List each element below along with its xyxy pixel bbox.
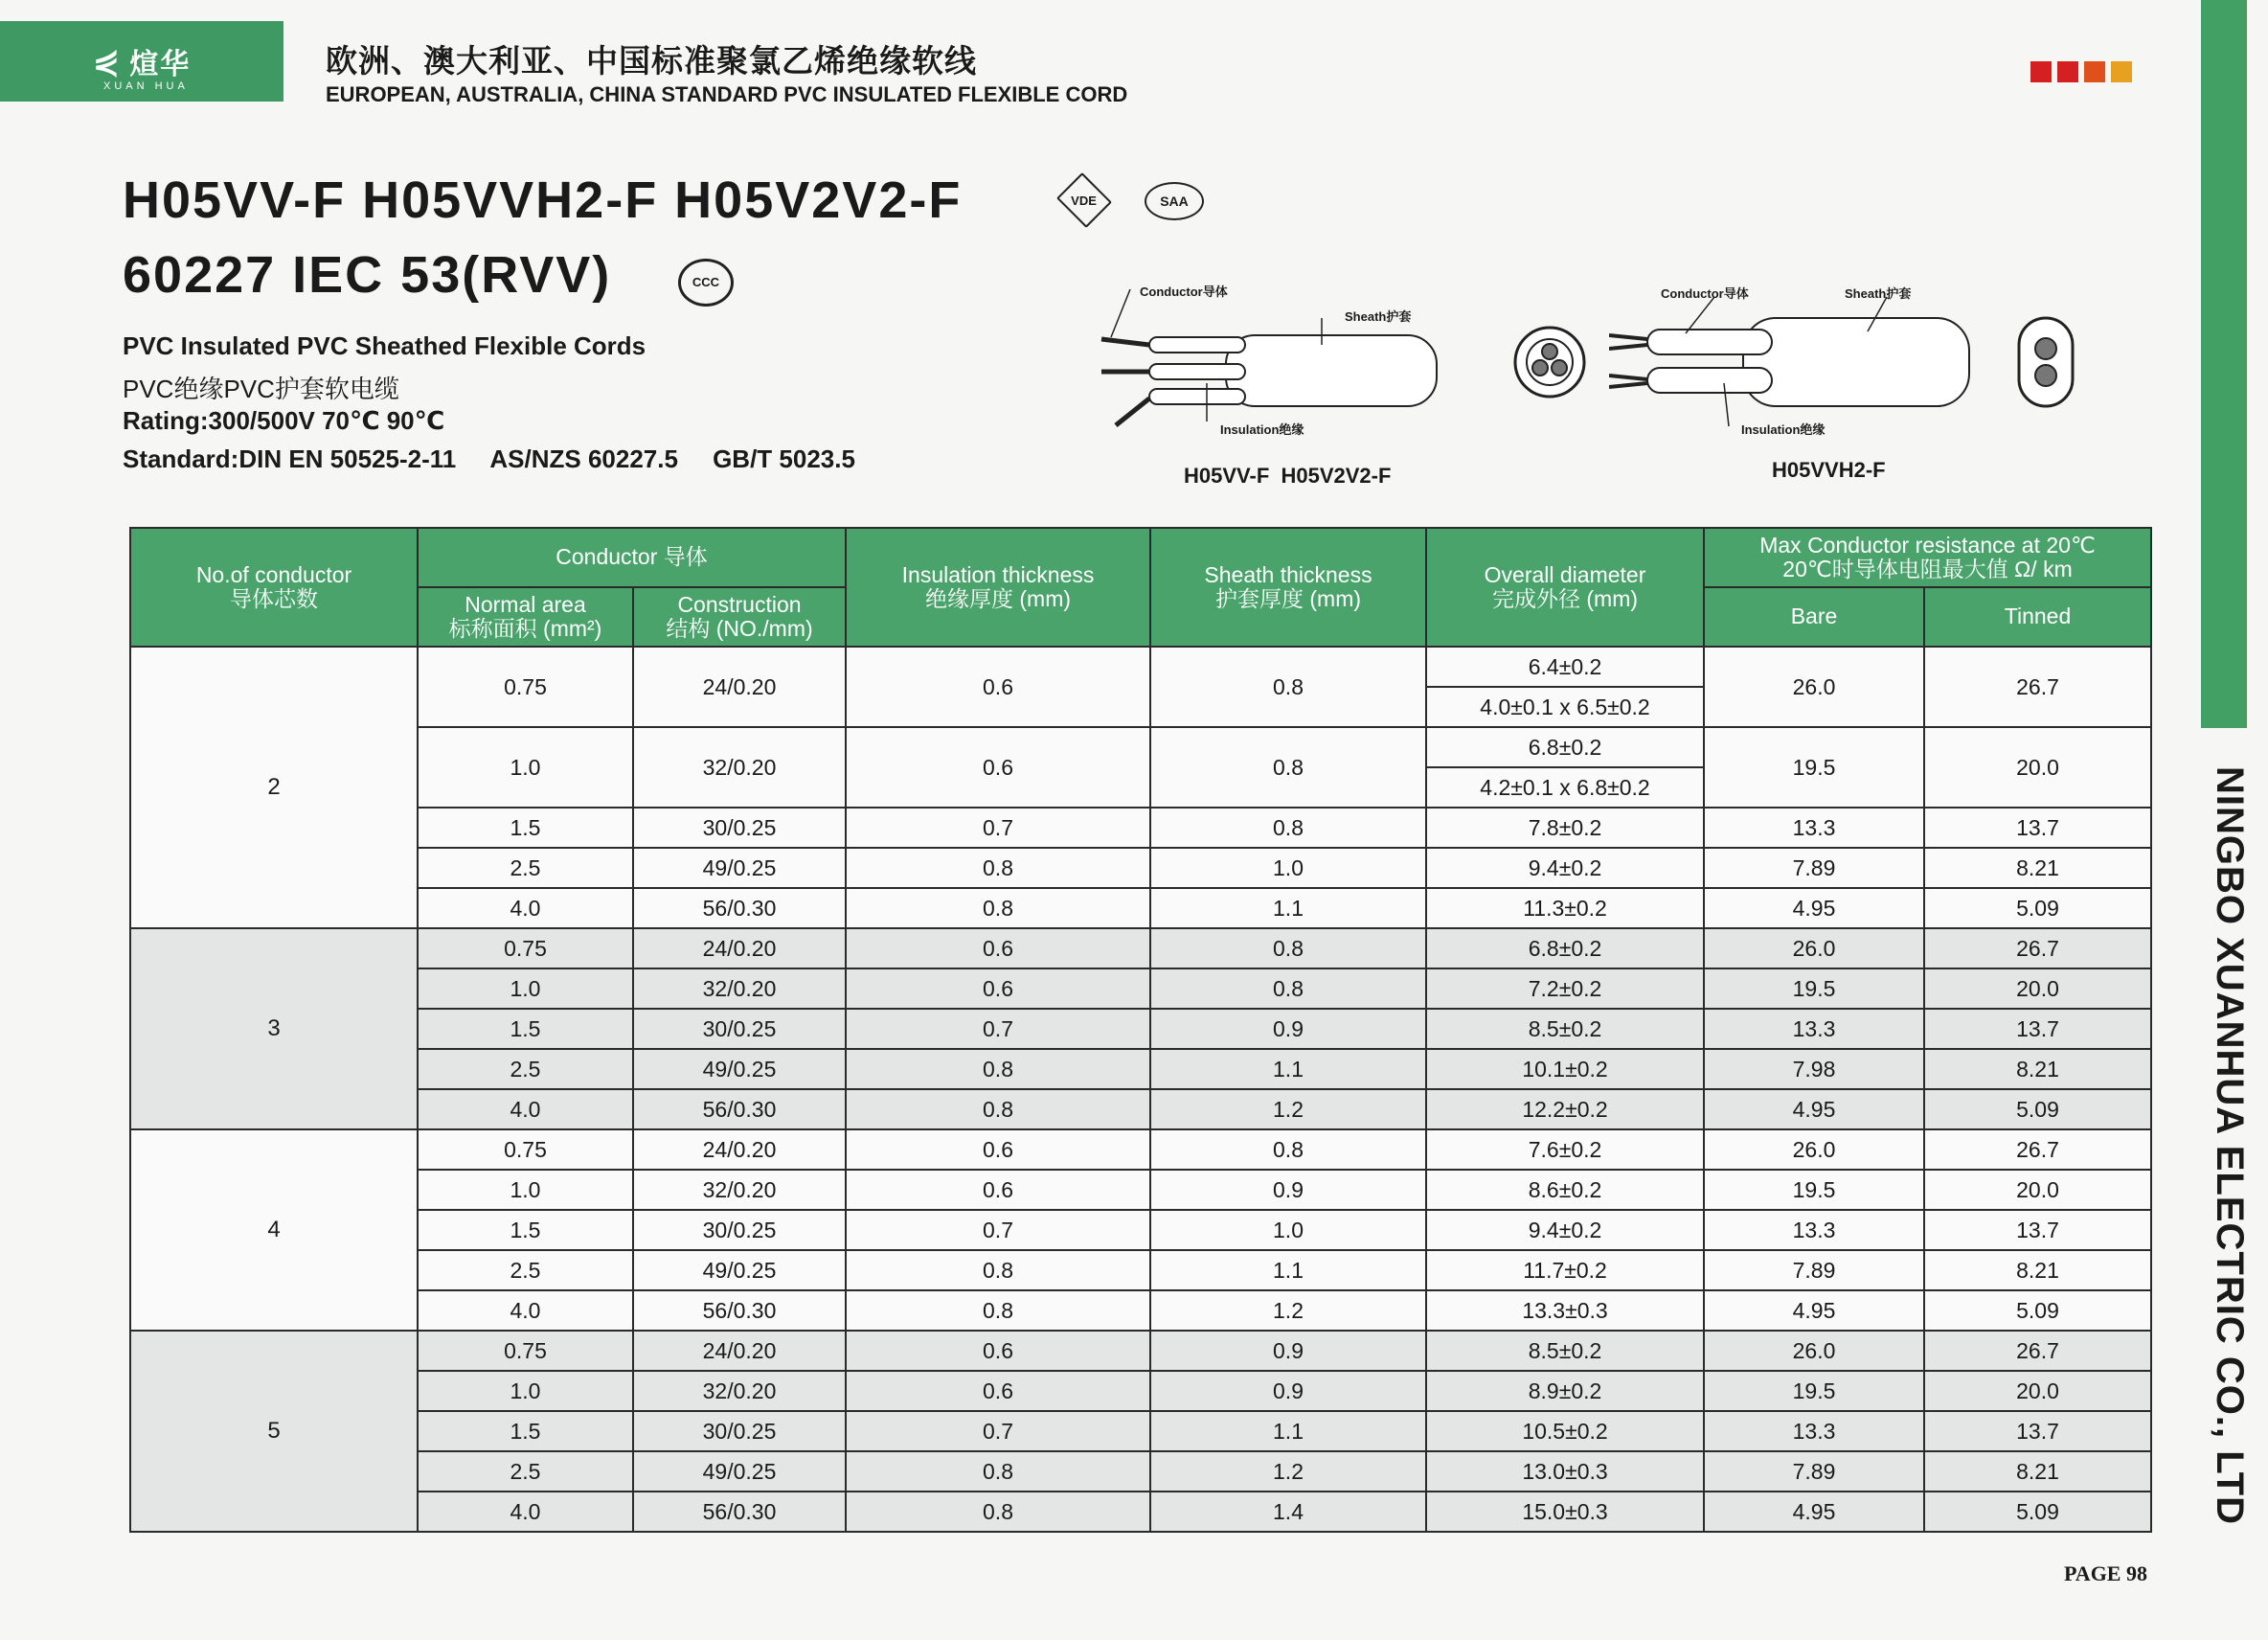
cell-sheath: 0.8 bbox=[1150, 968, 1426, 1009]
cell-diameter: 10.5±0.2 bbox=[1426, 1411, 1704, 1451]
header-title-cn: 欧洲、澳大利亚、中国标准聚氯乙烯绝缘软线 bbox=[326, 43, 977, 79]
cell-sheath: 1.1 bbox=[1150, 1049, 1426, 1089]
product-title-line2: 60227 IEC 53(RVV) bbox=[123, 246, 612, 304]
saa-cert-icon: SAA bbox=[1145, 182, 1204, 220]
cell-area: 4.0 bbox=[418, 1290, 633, 1331]
cell-bare: 13.3 bbox=[1704, 1411, 1924, 1451]
cell-diameter: 15.0±0.3 bbox=[1426, 1492, 1704, 1532]
cell-construction: 24/0.20 bbox=[633, 928, 846, 968]
cell-area: 1.5 bbox=[418, 1210, 633, 1250]
cell-tinned: 8.21 bbox=[1924, 1250, 2151, 1290]
cell-tinned: 13.7 bbox=[1924, 1210, 2151, 1250]
cell-diameter: 6.8±0.2 bbox=[1426, 727, 1704, 767]
cell-diameter: 8.9±0.2 bbox=[1426, 1371, 1704, 1411]
cell-area: 0.75 bbox=[418, 647, 633, 727]
table-row bbox=[130, 1451, 2151, 1492]
header-bare: Bare bbox=[1704, 587, 1924, 647]
cell-tinned: 8.21 bbox=[1924, 848, 2151, 888]
cell-bare: 13.3 bbox=[1704, 808, 1924, 848]
logo-cn: 煊华 bbox=[129, 49, 192, 80]
cell-tinned: 5.09 bbox=[1924, 888, 2151, 928]
cell-sheath: 1.1 bbox=[1150, 1250, 1426, 1290]
cell-bare: 7.89 bbox=[1704, 848, 1924, 888]
cell-sheath: 1.2 bbox=[1150, 1089, 1426, 1129]
cell-diameter: 6.4±0.2 bbox=[1426, 647, 1704, 687]
color-squares bbox=[2030, 61, 2132, 82]
cell-sheath: 0.9 bbox=[1150, 1009, 1426, 1049]
cell-construction: 32/0.20 bbox=[633, 1371, 846, 1411]
cell-bare: 4.95 bbox=[1704, 1492, 1924, 1532]
table-row bbox=[130, 1492, 2151, 1532]
cell-bare: 26.0 bbox=[1704, 647, 1924, 727]
flat-cross-section-icon bbox=[2015, 314, 2076, 410]
cell-insulation: 0.6 bbox=[846, 1331, 1150, 1371]
cell-diameter: 9.4±0.2 bbox=[1426, 848, 1704, 888]
header-conductor-count: No.of conductor 导体芯数 bbox=[130, 528, 418, 647]
table-row bbox=[130, 1250, 2151, 1290]
cell-insulation: 0.6 bbox=[846, 727, 1150, 808]
header-sheath: Sheath thickness 护套厚度 (mm) bbox=[1150, 528, 1426, 647]
cell-diameter-flat: 4.2±0.1 x 6.8±0.2 bbox=[1426, 767, 1704, 808]
cell-diameter: 11.7±0.2 bbox=[1426, 1250, 1704, 1290]
standard: Standard:DIN EN 50525-2-11 AS/NZS 60227.5 GB/T 5023.5 bbox=[123, 444, 855, 473]
cell-area: 2.5 bbox=[418, 1451, 633, 1492]
cell-area: 4.0 bbox=[418, 1492, 633, 1532]
table-row bbox=[130, 1210, 2151, 1250]
cell-area: 2.5 bbox=[418, 848, 633, 888]
cell-construction: 56/0.30 bbox=[633, 1089, 846, 1129]
cell-area: 1.5 bbox=[418, 1009, 633, 1049]
cell-cores: 3 bbox=[130, 928, 418, 1129]
cell-area: 4.0 bbox=[418, 1089, 633, 1129]
cell-construction: 56/0.30 bbox=[633, 1290, 846, 1331]
cell-tinned: 5.09 bbox=[1924, 1290, 2151, 1331]
cell-tinned: 20.0 bbox=[1924, 1371, 2151, 1411]
cell-sheath: 0.9 bbox=[1150, 1331, 1426, 1371]
table-row bbox=[130, 848, 2151, 888]
side-company-name: NINGBO XUANHUA ELECTRIC CO., LTD bbox=[2209, 766, 2251, 1525]
cell-insulation: 0.6 bbox=[846, 928, 1150, 968]
cell-construction: 32/0.20 bbox=[633, 968, 846, 1009]
cell-tinned: 26.7 bbox=[1924, 928, 2151, 968]
cell-diameter: 7.6±0.2 bbox=[1426, 1129, 1704, 1170]
description-en: PVC Insulated PVC Sheathed Flexible Cords bbox=[123, 331, 646, 360]
cell-bare: 19.5 bbox=[1704, 727, 1924, 808]
product-title-line1: H05VV-F H05VVH2-F H05V2V2-F bbox=[123, 171, 963, 229]
page-number: PAGE 98 bbox=[2064, 1561, 2147, 1585]
table-row bbox=[130, 647, 2151, 687]
cell-insulation: 0.8 bbox=[846, 1492, 1150, 1532]
right-green-bar bbox=[2201, 0, 2247, 728]
cell-construction: 49/0.25 bbox=[633, 848, 846, 888]
cell-tinned: 13.7 bbox=[1924, 1411, 2151, 1451]
cell-area: 0.75 bbox=[418, 1129, 633, 1170]
cell-insulation: 0.6 bbox=[846, 1129, 1150, 1170]
table-row bbox=[130, 727, 2151, 767]
cell-construction: 24/0.20 bbox=[633, 1129, 846, 1170]
color-square bbox=[2111, 61, 2132, 82]
cell-cores: 2 bbox=[130, 647, 418, 928]
header-diameter: Overall diameter 完成外径 (mm) bbox=[1426, 528, 1704, 647]
cell-construction: 24/0.20 bbox=[633, 647, 846, 727]
spec-table bbox=[129, 527, 2152, 1533]
table-row bbox=[130, 888, 2151, 928]
cell-diameter: 8.5±0.2 bbox=[1426, 1009, 1704, 1049]
left-caption: H05VV-F H05V2V2-F bbox=[1184, 464, 1392, 488]
cell-insulation: 0.7 bbox=[846, 1210, 1150, 1250]
cell-cores: 5 bbox=[130, 1331, 418, 1532]
cell-area: 0.75 bbox=[418, 928, 633, 968]
cell-diameter: 9.4±0.2 bbox=[1426, 1210, 1704, 1250]
ccc-cert-icon: CCC bbox=[678, 259, 734, 307]
logo-en: XUAN HUA bbox=[103, 80, 189, 92]
cell-construction: 49/0.25 bbox=[633, 1250, 846, 1290]
cell-bare: 7.89 bbox=[1704, 1250, 1924, 1290]
cell-insulation: 0.8 bbox=[846, 1451, 1150, 1492]
cell-construction: 30/0.25 bbox=[633, 808, 846, 848]
header-construction: Construction 结构 (NO./mm) bbox=[633, 587, 846, 647]
cell-insulation: 0.7 bbox=[846, 808, 1150, 848]
cell-construction: 32/0.20 bbox=[633, 1170, 846, 1210]
cell-tinned: 20.0 bbox=[1924, 968, 2151, 1009]
cell-area: 1.5 bbox=[418, 1411, 633, 1451]
table-row bbox=[130, 1331, 2151, 1371]
cell-sheath: 1.0 bbox=[1150, 848, 1426, 888]
cable-diagram-flat-round bbox=[1092, 278, 1456, 441]
cell-bare: 26.0 bbox=[1704, 1129, 1924, 1170]
cell-sheath: 1.2 bbox=[1150, 1290, 1426, 1331]
table-row bbox=[130, 1371, 2151, 1411]
cell-sheath: 0.9 bbox=[1150, 1371, 1426, 1411]
cell-area: 0.75 bbox=[418, 1331, 633, 1371]
cell-bare: 26.0 bbox=[1704, 928, 1924, 968]
table-row bbox=[130, 1089, 2151, 1129]
cell-construction: 24/0.20 bbox=[633, 1331, 846, 1371]
cell-insulation: 0.6 bbox=[846, 1371, 1150, 1411]
cell-construction: 30/0.25 bbox=[633, 1009, 846, 1049]
table-row bbox=[130, 1129, 2151, 1170]
cable-diagram-flat bbox=[1609, 287, 1973, 441]
cell-insulation: 0.6 bbox=[846, 1170, 1150, 1210]
description-cn: PVC绝缘PVC护套软电缆 bbox=[123, 375, 399, 403]
cell-bare: 7.98 bbox=[1704, 1049, 1924, 1089]
cell-sheath: 1.0 bbox=[1150, 1210, 1426, 1250]
cell-insulation: 0.6 bbox=[846, 647, 1150, 727]
cell-sheath: 0.8 bbox=[1150, 727, 1426, 808]
table-row bbox=[130, 1009, 2151, 1049]
left-sheath-label: Sheath护套 bbox=[1345, 309, 1412, 324]
cell-area: 2.5 bbox=[418, 1250, 633, 1290]
round-cross-section-icon bbox=[1511, 324, 1588, 400]
header-resistance: Max Conductor resistance at 20℃ 20℃时导体电阻最大值 Ω/ km bbox=[1704, 528, 2151, 587]
cell-bare: 19.5 bbox=[1704, 1170, 1924, 1210]
color-square bbox=[2030, 61, 2052, 82]
cell-bare: 7.89 bbox=[1704, 1451, 1924, 1492]
cell-construction: 49/0.25 bbox=[633, 1451, 846, 1492]
cell-bare: 19.5 bbox=[1704, 1371, 1924, 1411]
header-area: Normal area 标称面积 (mm²) bbox=[418, 587, 633, 647]
cell-bare: 4.95 bbox=[1704, 888, 1924, 928]
cell-area: 1.0 bbox=[418, 968, 633, 1009]
cell-insulation: 0.6 bbox=[846, 968, 1150, 1009]
color-square bbox=[2084, 61, 2105, 82]
vde-cert-icon: VDE bbox=[1056, 172, 1112, 228]
cell-sheath: 0.8 bbox=[1150, 647, 1426, 727]
table-row bbox=[130, 1049, 2151, 1089]
cell-bare: 19.5 bbox=[1704, 968, 1924, 1009]
cell-sheath: 1.1 bbox=[1150, 888, 1426, 928]
header-tinned: Tinned bbox=[1924, 587, 2151, 647]
cell-construction: 56/0.30 bbox=[633, 1492, 846, 1532]
right-conductor-label: Conductor导体 bbox=[1661, 286, 1749, 301]
cell-area: 1.0 bbox=[418, 1371, 633, 1411]
cell-diameter: 8.6±0.2 bbox=[1426, 1170, 1704, 1210]
cell-bare: 13.3 bbox=[1704, 1210, 1924, 1250]
cell-tinned: 8.21 bbox=[1924, 1451, 2151, 1492]
cell-tinned: 26.7 bbox=[1924, 647, 2151, 727]
left-conductor-label: Conductor导体 bbox=[1140, 285, 1228, 299]
cell-area: 1.5 bbox=[418, 808, 633, 848]
cell-tinned: 13.7 bbox=[1924, 808, 2151, 848]
cell-sheath: 1.4 bbox=[1150, 1492, 1426, 1532]
cell-construction: 30/0.25 bbox=[633, 1210, 846, 1250]
cell-insulation: 0.7 bbox=[846, 1009, 1150, 1049]
cell-area: 4.0 bbox=[418, 888, 633, 928]
right-insulation-label: Insulation绝缘 bbox=[1741, 422, 1826, 437]
cell-construction: 49/0.25 bbox=[633, 1049, 846, 1089]
table-row bbox=[130, 1411, 2151, 1451]
header-insulation: Insulation thickness 绝缘厚度 (mm) bbox=[846, 528, 1150, 647]
table-row bbox=[130, 1290, 2151, 1331]
cell-area: 1.0 bbox=[418, 1170, 633, 1210]
cell-tinned: 20.0 bbox=[1924, 1170, 2151, 1210]
cell-cores: 4 bbox=[130, 1129, 418, 1331]
table-row bbox=[130, 968, 2151, 1009]
right-sheath-label: Sheath护套 bbox=[1845, 286, 1912, 301]
cell-diameter: 12.2±0.2 bbox=[1426, 1089, 1704, 1129]
cell-insulation: 0.7 bbox=[846, 1411, 1150, 1451]
cell-tinned: 5.09 bbox=[1924, 1492, 2151, 1532]
left-insulation-label: Insulation绝缘 bbox=[1220, 422, 1304, 437]
header-title-en: EUROPEAN, AUSTRALIA, CHINA STANDARD PVC INSULATED FLEXIBLE CORD bbox=[326, 82, 1128, 106]
cell-tinned: 5.09 bbox=[1924, 1089, 2151, 1129]
cell-sheath: 0.8 bbox=[1150, 808, 1426, 848]
cell-diameter: 13.0±0.3 bbox=[1426, 1451, 1704, 1492]
cell-construction: 32/0.20 bbox=[633, 727, 846, 808]
cell-sheath: 0.8 bbox=[1150, 1129, 1426, 1170]
brand-logo bbox=[0, 21, 284, 102]
cell-diameter: 7.2±0.2 bbox=[1426, 968, 1704, 1009]
cell-diameter: 13.3±0.3 bbox=[1426, 1290, 1704, 1331]
cell-construction: 56/0.30 bbox=[633, 888, 846, 928]
rating: Rating:300/500V 70℃ 90℃ bbox=[123, 406, 445, 435]
logo-mark-icon: ⋞ bbox=[92, 43, 121, 80]
right-caption: H05VVH2-F bbox=[1772, 458, 1886, 482]
cell-tinned: 13.7 bbox=[1924, 1009, 2151, 1049]
cell-bare: 26.0 bbox=[1704, 1331, 1924, 1371]
cell-construction: 30/0.25 bbox=[633, 1411, 846, 1451]
cell-sheath: 1.2 bbox=[1150, 1451, 1426, 1492]
cell-diameter-flat: 4.0±0.1 x 6.5±0.2 bbox=[1426, 687, 1704, 727]
cell-insulation: 0.8 bbox=[846, 1049, 1150, 1089]
cell-insulation: 0.8 bbox=[846, 1250, 1150, 1290]
color-square bbox=[2057, 61, 2078, 82]
cell-tinned: 26.7 bbox=[1924, 1129, 2151, 1170]
cell-insulation: 0.8 bbox=[846, 1089, 1150, 1129]
cell-sheath: 1.1 bbox=[1150, 1411, 1426, 1451]
cell-bare: 13.3 bbox=[1704, 1009, 1924, 1049]
cell-diameter: 11.3±0.2 bbox=[1426, 888, 1704, 928]
header-conductor: Conductor 导体 bbox=[418, 528, 846, 587]
table-row bbox=[130, 1170, 2151, 1210]
cell-sheath: 0.9 bbox=[1150, 1170, 1426, 1210]
cell-diameter: 6.8±0.2 bbox=[1426, 928, 1704, 968]
cell-tinned: 20.0 bbox=[1924, 727, 2151, 808]
cell-diameter: 7.8±0.2 bbox=[1426, 808, 1704, 848]
cell-insulation: 0.8 bbox=[846, 848, 1150, 888]
cell-tinned: 26.7 bbox=[1924, 1331, 2151, 1371]
cell-area: 1.0 bbox=[418, 727, 633, 808]
cell-sheath: 0.8 bbox=[1150, 928, 1426, 968]
cell-insulation: 0.8 bbox=[846, 888, 1150, 928]
cell-area: 2.5 bbox=[418, 1049, 633, 1089]
cell-tinned: 8.21 bbox=[1924, 1049, 2151, 1089]
cell-bare: 4.95 bbox=[1704, 1089, 1924, 1129]
cell-insulation: 0.8 bbox=[846, 1290, 1150, 1331]
cell-diameter: 10.1±0.2 bbox=[1426, 1049, 1704, 1089]
table-row bbox=[130, 808, 2151, 848]
table-row bbox=[130, 928, 2151, 968]
cell-diameter: 8.5±0.2 bbox=[1426, 1331, 1704, 1371]
cell-bare: 4.95 bbox=[1704, 1290, 1924, 1331]
